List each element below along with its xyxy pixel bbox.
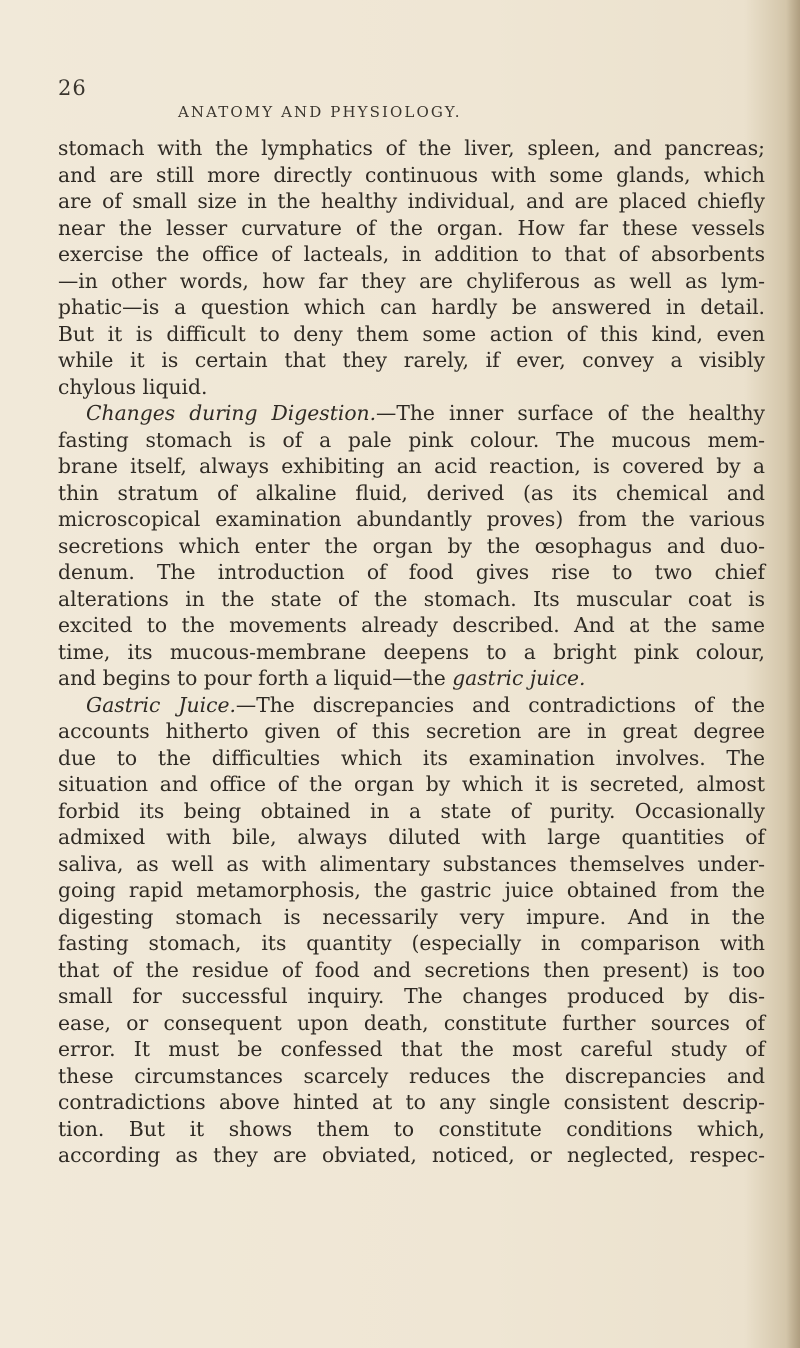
text-line: are of small size in the healthy individual, and are placed chiefly [58,189,765,213]
page-edge-shadow [786,0,800,1348]
text-line: saliva, as well as with alimentary substances themselves under- [58,851,765,876]
text-fragment: and begins to pour forth a liquid—the [58,666,453,690]
section-heading-changes-during-digestion: Changes during Digestion. [86,401,377,425]
text-line: fasting stomach is of a pale pink colour. The mucous mem- [58,427,765,452]
text-line: small for successful inquiry. The changes produced by dis- [58,984,765,1008]
text-line: ease, or consequent upon death, constitute further sources of [58,1010,765,1035]
text-line: admixed with bile, always diluted with large quantities of [58,825,765,849]
text-line: tion. But it shows them to constitute conditions which, [58,1116,765,1141]
section-line-changes-during-digestion [58,400,765,427]
text-line: alterations in the state of the stomach. Its muscular coat is [58,586,765,611]
section-heading-gastric-juice: Gastric Juice. [86,692,236,717]
text-line: phatic—is a question which can hardly be answered in detail. [58,295,765,319]
section-line-gastric-juice [58,692,765,719]
text-line: secretions which enter the organ by the œsophagus and duo- [58,533,765,558]
text-line: microscopical examination abundantly proves) from the various [58,507,765,531]
text-line: these circumstances scarcely reduces the discrepancies and [58,1063,765,1088]
text-line: contradictions above hinted at to any single consistent descrip- [58,1090,765,1114]
text-line: according as they are obviated, noticed, or neglected, respec- [58,1143,765,1167]
text-line: near the lesser curvature of the organ. How far these vessels [58,215,765,240]
text-line: chylous liquid. [58,374,208,399]
text-line: —in other words, how far they are chyliferous as well as lym- [58,268,765,293]
text-line: going rapid metamorphosis, the gastric juice obtained from the [58,878,765,902]
text-line: accounts hitherto given of this secretion are in great degree [58,719,765,743]
text-line: forbid its being obtained in a state of purity. Occasionally [58,798,765,823]
text-line [58,665,765,692]
text-line: brane itself, always exhibiting an acid reaction, is covered by a [58,454,765,478]
body-text [58,135,765,1169]
text-fragment: —The discrepancies and contradictions of the [235,692,765,717]
page-number: 26 [58,76,87,100]
text-line: exercise the office of lacteals, in addition to that of absorbents [58,242,765,266]
text-line: stomach with the lymphatics of the liver, spleen, and pancreas; [58,136,765,160]
text-line: error. It must be confessed that the most careful study of [58,1037,765,1061]
text-fragment: —The inner surface of the healthy [376,401,765,425]
text-line: But it is difficult to deny them some action of this kind, even [58,321,765,346]
text-line: due to the difficulties which its examination involves. The [58,745,765,770]
gastric-juice-term: gastric juice. [452,666,586,690]
text-line: denum. The introduction of food gives rise to two chief [58,560,765,584]
text-line: excited to the movements already described. And at the same [58,613,765,637]
text-line: and are still more directly continuous with some glands, which [58,162,765,187]
text-line: while it is certain that they rarely, if ever, convey a visibly [58,348,765,372]
text-line: digesting stomach is necessarily very impure. And in the [58,904,765,929]
text-line: fasting stomach, its quantity (especially in comparison with [58,931,765,955]
text-line: time, its mucous-membrane deepens to a bright pink colour, [58,639,765,664]
text-line: situation and office of the organ by which it is secreted, almost [58,772,765,796]
running-head: ANATOMY AND PHYSIOLOGY. [178,103,462,121]
text-line: that of the residue of food and secretions then present) is too [58,957,765,982]
text-line: thin stratum of alkaline fluid, derived (as its chemical and [58,480,765,505]
